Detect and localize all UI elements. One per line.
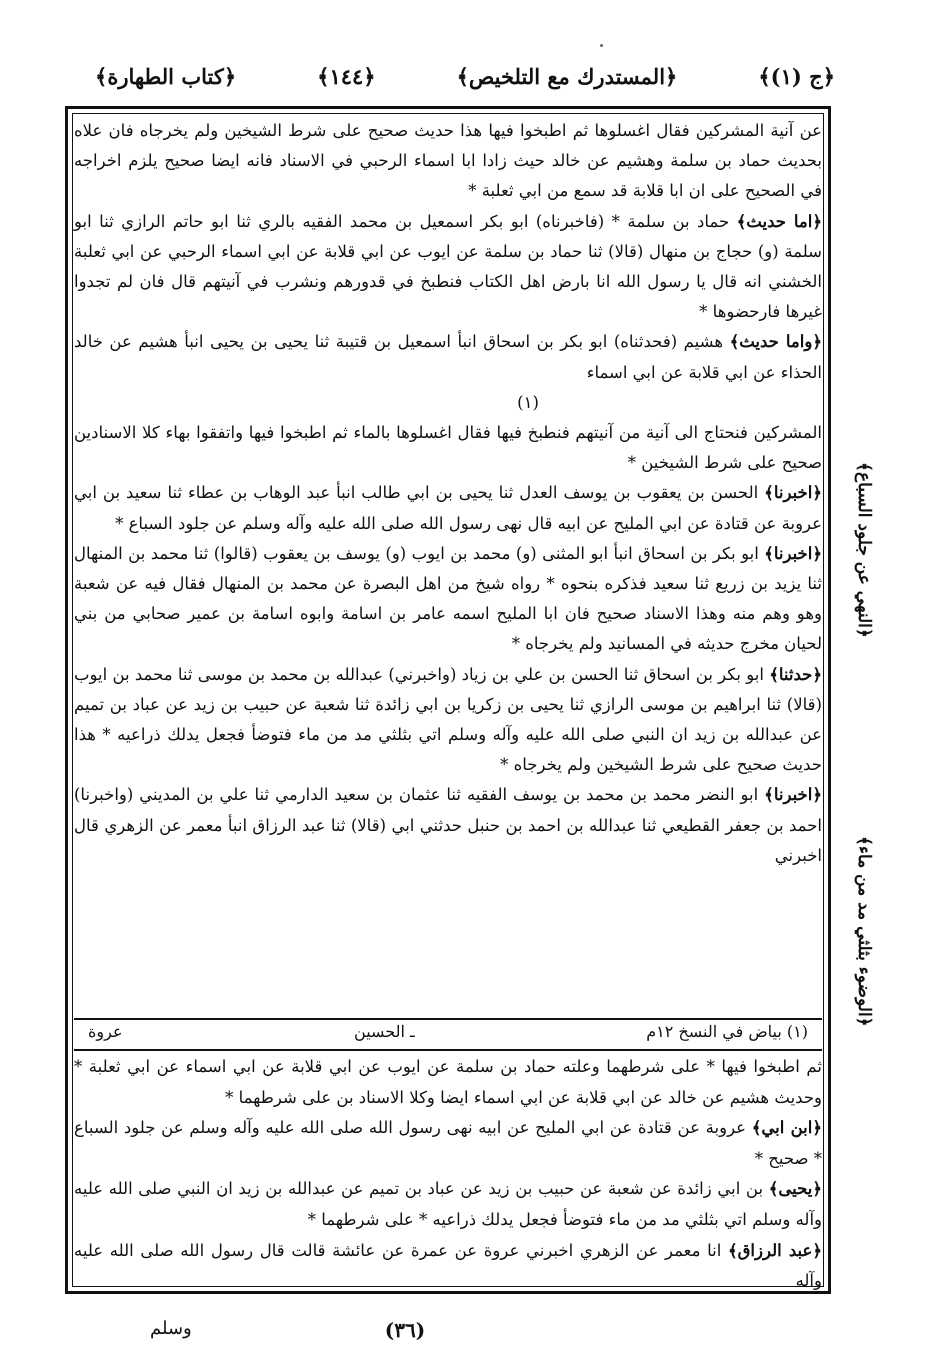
section-marker: ﴿عبد الرزاق﴾ xyxy=(727,1240,822,1260)
paragraph: ﴿ابن ابي﴾ عروبة عن قتادة عن ابي المليح عن ابيه نهى رسول الله صلى الله عليه وآله وسلم عن جلود السباع * صحيح * xyxy=(74,1118,822,1168)
section-marker: ﴿واما حديث﴾ xyxy=(729,332,822,352)
header-page-label: ﴿١٤٤﴾ xyxy=(317,63,376,89)
header-chapter: ﴿كتاب الطهارة﴾ xyxy=(95,63,237,89)
section-marker: ﴿ابن ابي﴾ xyxy=(751,1118,822,1138)
running-header xyxy=(95,56,835,96)
margin-note: ﴿الوضوء بثلثي مد من ماء﴾ xyxy=(854,836,874,1027)
section-marker: ﴿حدثنا﴾ xyxy=(769,664,822,684)
paragraph: ثم اطبخوا فيها * على شرطهما وعلته حماد بن سلمة عن ايوب عن ابي قلابة عن ابي اسماء عن ابي ثعلبة * وحديث هشيم عن خالد عن ابي قلابة عن ابي اسماء ايضا وكلا الاسناد بن على شرطهما * xyxy=(74,1057,822,1107)
section-marker: ﴿اخبرنا﴾ xyxy=(764,785,822,805)
footnote-correction: ـ الحسين xyxy=(354,1022,415,1041)
header-volume: ﴿ج (۱)﴾ xyxy=(758,63,835,89)
paragraph: ﴿واما حديث﴾ هشيم (فحدثناه) ابو بكر بن اسحاق انبأ اسمعيل بن قتيبة ثنا يحيى بن يحيى انبأ هشيم عن خالد الحذاء عن ابي قلابة عن ابي اسماء xyxy=(74,332,822,382)
paragraph: عن آنية المشركين فقال اغسلوها ثم اطبخوا فيها هذا حديث صحيح على شرط الشيخين ولم يخرجاه فان علاه بحديث حماد بن سلمة وهشيم عن خالد حيث زادا ابا اسماء الرحبي في الاسناد فانه ايضا صحيح يلزم اخراجه في الصحيح على ان ابا قلابة قد سمع من ابي ثعلبة * xyxy=(74,121,822,201)
paragraph: ﴿اما حديث﴾ حماد بن سلمة * (فاخبرناه) ابو بكر اسمعيل بن محمد الفقيه بالري ثنا ابو حاتم الرازي ثنا ابو سلمة (و) حجاج بن منهال (قالا) ثنا حماد بن سلمة عن ايوب عن ابي قلابة عن ابي اسماء الرحبي عن ابي ثعلبة الخشني انه قال يا رسول الله انا بارض اهل الكتاب فنطبخ في قدورهم ونشرب في آنيتهم قال فان لم تجدوا غيرها فارحضوها * xyxy=(74,211,823,322)
paragraph: ﴿اخبرنا﴾ ابو بكر بن اسحاق انبأ ابو المثنى (و) محمد بن ايوب (و) يوسف بن يعقوب (قالوا) ثنا محمد بن المنهال ثنا يزيد بن زريع ثنا سعيد فذكره بنحوه * رواه شيخ من اهل البصرة عن محمد بن المنهال فقال فيه عن شعبة وهو وهم منه وهذا الاسناد صحيح فان ابا المليح اسمه عامر بن اسامة وابوه اسامة بن عمير صحابي من بني لحيان مخرج حديثه في المسانيد ولم يخرجاه * xyxy=(74,543,822,654)
summary-text xyxy=(74,1052,822,1297)
paragraph: ﴿اخبرنا﴾ ابو النضر محمد بن محمد بن يوسف الفقيه ثنا عثمان بن سعيد الدارمي ثنا علي بن المديني (واخبرنا) احمد بن جعفر القطيعي ثنا عبدالله بن احمد بن حنبل حدثني ابي (قالا) ثنا عبد الرزاق انبأ معمر عن الزهري قال اخبرني xyxy=(74,785,822,865)
paragraph: ﴿حدثنا﴾ ابو بكر بن اسحاق ثنا الحسن بن علي بن زياد (واخبرني) عبدالله بن محمد بن موسى ثنا محمد بن ايوب (قالا) ثنا ابراهيم بن موسى الرازي ثنا يحيى بن زكريا بن ابي زائدة ثنا شعبة عن حبيب بن زيد عن عباد بن تميم عن عبدالله بن زيد ان النبي صلى الله عليه وآله وسلم اتي بثلثي مد من ماء فتوضأ فجعل يدلك ذراعيه * هذا حديث صحيح على شرط الشيخين ولم يخرجاه * xyxy=(74,664,822,775)
header-book-title: ﴿المستدرك مع التلخيص﴾ xyxy=(456,63,678,89)
section-marker: ﴿اخبرنا﴾ xyxy=(764,543,822,563)
section-marker: ﴿اخبرنا﴾ xyxy=(764,483,822,503)
footnote-divider xyxy=(74,1018,822,1020)
margin-note: ﴿النهي عن جلود السباع﴾ xyxy=(854,462,874,638)
footnote-note: (١) بياض في النسخ ١٢م xyxy=(646,1022,808,1041)
catchword: وسلم xyxy=(150,1318,192,1339)
footnote-row xyxy=(74,1022,822,1046)
speck xyxy=(600,44,603,47)
footnote-marker: (١) xyxy=(517,392,539,412)
paragraph: المشركين فنحتاج الى آنية من آنيتهم فنطبخ فيها فقال اغسلوها بالماء ثم اطبخوا فيها واتفقوا بهاء كلا الاسنادين صحيح على شرط الشيخين * xyxy=(74,423,822,473)
section-marker: ﴿يحيى﴾ xyxy=(768,1179,822,1199)
paragraph: ﴿اخبرنا﴾ الحسن بن يعقوب بن يوسف العدل ثنا يحيى بن ابي طالب انبأ عبد الوهاب بن عطاء ثنا سعيد بن ابي عروبة عن قتادة عن ابي المليح عن ابيه قال نهى رسول الله صلى الله عليه وآله وسلم عن جلود السباع * xyxy=(74,483,822,533)
section-marker: ﴿اما حديث﴾ xyxy=(736,211,823,231)
paragraph: ﴿يحيى﴾ بن ابي زائدة عن شعبة عن حبيب بن زيد عن عباد بن تميم عن عبدالله بن زيد ان النبي صلى الله عليه وآله وسلم اتي بثلثي مد من ماء فتوضأ فجعل يدلك ذراعيه * على شرطهما * xyxy=(74,1179,822,1229)
page-number: (٣٦) xyxy=(384,1318,426,1342)
footnote-correction: عروة xyxy=(88,1022,123,1041)
main-text xyxy=(74,116,822,871)
paragraph: ﴿عبد الرزاق﴾ انا معمر عن الزهري اخبرني عروة عن عمرة عن عائشة قالت قال رسول الله صلى الله عليه وآله xyxy=(74,1240,822,1291)
summary-divider xyxy=(74,1049,822,1051)
